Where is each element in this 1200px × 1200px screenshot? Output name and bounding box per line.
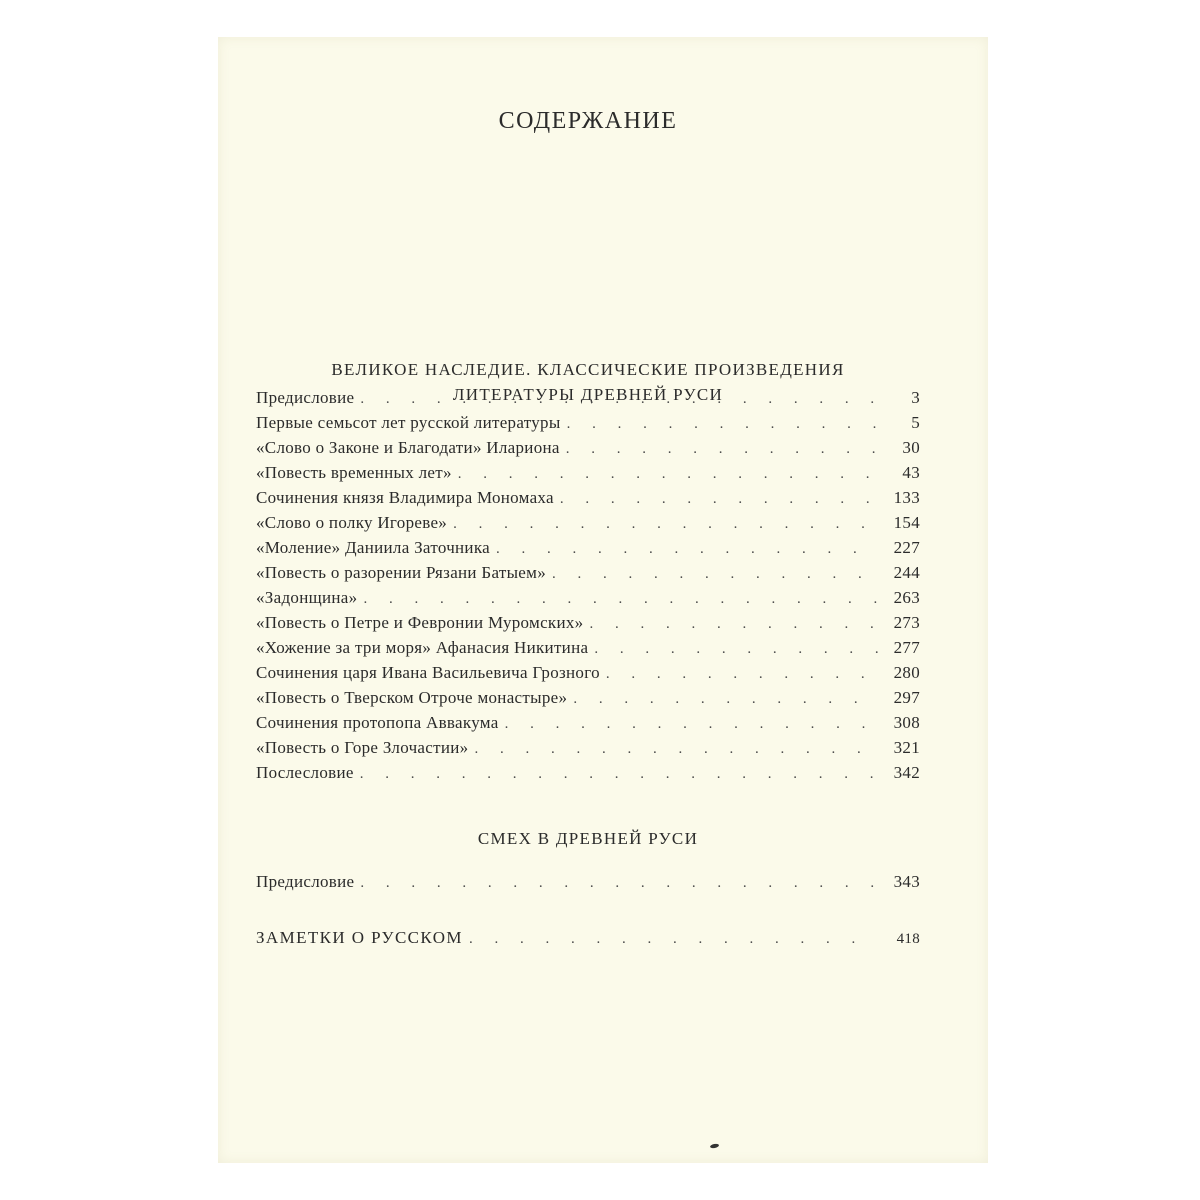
toc-entry-page: 297 [893,688,920,707]
toc-entry-title: «Слово о полку Игореве» [256,513,448,532]
dot-leader [453,516,878,533]
toc-entry [256,613,920,638]
dot-leader [560,491,878,508]
toc-entry-page: 154 [893,513,920,532]
toc-entry-title: «Моление» Даниила Заточника [256,538,490,557]
toc-entry-page: 342 [893,763,920,782]
dot-leader [360,875,878,892]
toc-entry [256,872,920,897]
toc-entry [256,688,920,713]
toc-entry-page: 3 [911,388,920,407]
toc-entry-title: «Хожение за три моря» Афанасия Никитина [256,638,589,657]
dot-leader [589,616,878,633]
toc-entry [256,463,920,488]
ink-smudge [710,1143,720,1149]
section-heading-line: СМЕХ В ДРЕВНЕЙ РУСИ [477,829,699,848]
toc-entry-page: 43 [902,463,920,482]
toc-entry-title: «Повесть временных лет» [256,463,452,482]
toc-entry-title: «Задонщина» [256,588,358,607]
toc-entry-page: 133 [893,488,920,507]
toc-list-laughter [256,872,920,897]
dot-leader [360,766,878,783]
toc-entry-page: 321 [893,738,920,757]
toc-entry [256,438,920,463]
dot-leader [573,691,878,708]
toc-entry [256,588,920,613]
toc-entry-page: 227 [893,538,920,557]
toc-entry [256,928,920,953]
toc-entry-page: 343 [893,872,920,891]
toc-entry-page: 30 [902,438,920,457]
toc-entry-title: Предисловие [256,388,355,407]
toc-entry-title: Сочинения царя Ивана Васильевича Грозного [256,663,600,682]
toc-entry [256,763,920,788]
toc-entry-title: Сочинения протопопа Аввакума [256,713,499,732]
toc-entry-title: Первые семьсот лет русской литературы [256,413,561,432]
toc-entry-title: «Повесть о разорении Рязани Батыем» [256,563,547,582]
toc-entry [256,663,920,688]
toc-entry-page: 308 [893,713,920,732]
toc-entry-page: 280 [893,663,920,682]
toc-entry [256,638,920,663]
toc-entry-title: «Слово о Законе и Благодати» Илариона [256,438,560,457]
dot-leader [606,666,878,683]
dot-leader [363,591,878,608]
section-heading-line: ВЕЛИКОЕ НАСЛЕДИЕ. КЛАССИЧЕСКИЕ ПРОИЗВЕДЕНИЯ [331,360,845,379]
toc-entry-title: Предисловие [256,872,355,891]
section-heading-line: ЛИТЕРАТУРЫ ДРЕВНЕЙ РУСИ [452,385,724,404]
dot-leader [566,441,878,458]
dot-leader [496,541,878,558]
book-page [218,37,988,1163]
dot-leader [505,716,878,733]
dot-leader [474,741,878,758]
toc-entry-page: 244 [893,563,920,582]
toc-entry-title: «Повесть о Горе Злочастии» [256,738,469,757]
toc-list-great-heritage [256,388,920,788]
toc-entry-page: 273 [893,613,920,632]
section-heading-laughter [218,826,958,851]
dot-leader [469,931,878,948]
toc-entry-title: Сочинения князя Владимира Мономаха [256,488,554,507]
toc-entry-title: «Повесть о Тверском Отроче монастыре» [256,688,568,707]
toc-entry [256,713,920,738]
toc-entry [256,388,920,413]
toc-entry [256,738,920,763]
toc-entry [256,488,920,513]
toc-entry-page: 5 [911,413,920,432]
toc-entry-page: 277 [893,638,920,657]
dot-leader [567,416,878,433]
toc-entry [256,538,920,563]
toc-entry-title: ЗАМЕТКИ О РУССКОМ [256,928,463,947]
toc-entry [256,513,920,538]
dot-leader [458,466,878,483]
dot-leader [594,641,878,658]
toc-entry-title: «Повесть о Петре и Февронии Муромских» [256,613,584,632]
toc-list-notes [256,928,920,953]
toc-entry [256,413,920,438]
toc-entry-title: Послесловие [256,763,354,782]
toc-entry [256,563,920,588]
toc-entry-page: 263 [893,588,920,607]
page-title: СОДЕРЖАНИЕ [498,108,678,134]
toc-entry-page: 418 [896,931,920,947]
dot-leader [360,391,878,408]
dot-leader [552,566,878,583]
